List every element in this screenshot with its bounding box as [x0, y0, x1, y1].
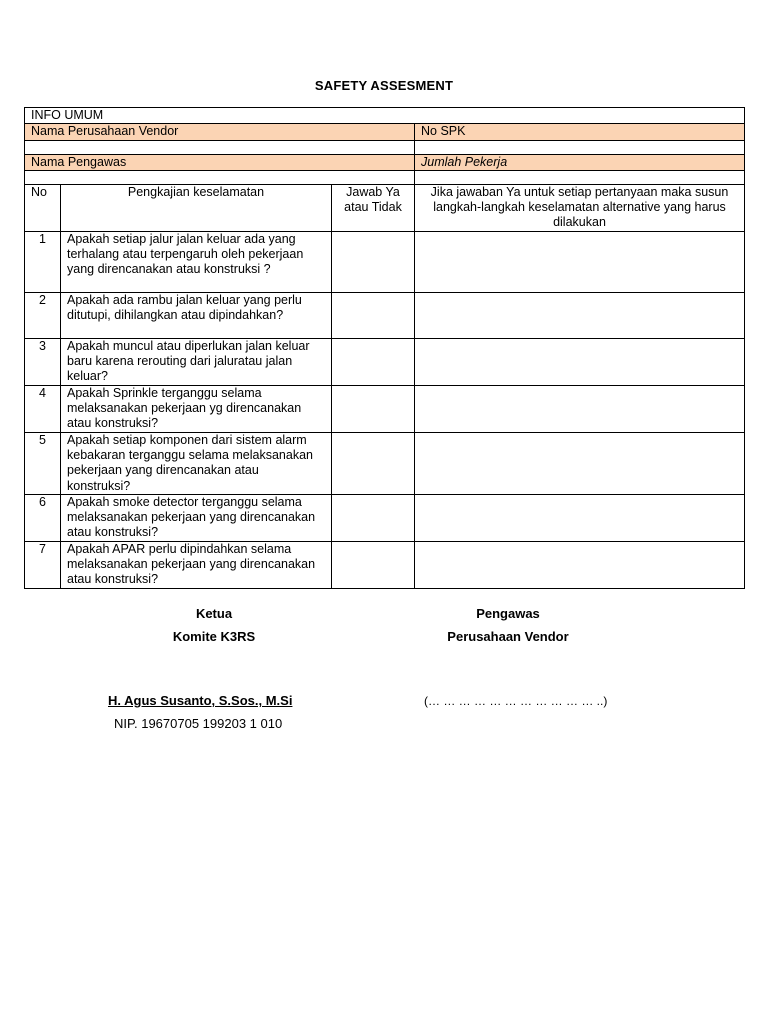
left-signatory-role: Ketua — [195, 606, 233, 621]
alternative-cell[interactable] — [415, 385, 745, 432]
right-signatory-role: Pengawas — [476, 606, 540, 621]
spk-label: No SPK — [415, 124, 745, 140]
row-question: Apakah muncul atau diperlukan jalan keluar baru karena rerouting dari jaluratau jalan keluar? — [61, 338, 332, 385]
safety-assessment-table — [24, 107, 745, 589]
answer-cell[interactable] — [332, 432, 415, 494]
workers-value-cell[interactable] — [415, 170, 745, 184]
answer-cell[interactable] — [332, 385, 415, 432]
supervisor-row — [25, 154, 745, 170]
supervisor-value-cell[interactable] — [25, 170, 415, 184]
table-row — [25, 541, 745, 588]
row-question: Apakah Sprinkle terganggu selama melaksanakan pekerjaan yg direncanakan atau konstruksi? — [61, 385, 332, 432]
alternative-cell[interactable] — [415, 338, 745, 385]
supervisor-value-row — [25, 170, 745, 184]
row-question: Apakah smoke detector terganggu selama melaksanakan pekerjaan yang direncanakan atau konstruksi? — [61, 494, 332, 541]
alternative-cell[interactable] — [415, 541, 745, 588]
table-row — [25, 385, 745, 432]
alternative-cell[interactable] — [415, 494, 745, 541]
table-row — [25, 432, 745, 494]
table-row — [25, 231, 745, 292]
vendor-row — [25, 124, 745, 140]
left-signatory-org: Komite K3RS — [172, 629, 256, 644]
row-question: Apakah ada rambu jalan keluar yang perlu ditutupi, dihilangkan atau dipindahkan? — [61, 292, 332, 338]
answer-cell[interactable] — [332, 541, 415, 588]
answer-cell[interactable] — [332, 494, 415, 541]
vendor-value-cell[interactable] — [25, 140, 415, 154]
right-signature-blank: (… … … … … … … … … … … ..) — [424, 694, 608, 708]
document-title: SAFETY ASSESMENT — [314, 78, 454, 93]
table-row — [25, 494, 745, 541]
alternative-cell[interactable] — [415, 432, 745, 494]
header-assessment: Pengkajian keselamatan — [61, 184, 332, 231]
row-number: 3 — [25, 338, 61, 385]
alternative-cell[interactable] — [415, 231, 745, 292]
right-signatory-org: Perusahaan Vendor — [447, 629, 569, 644]
row-question: Apakah setiap komponen dari sistem alarm kebakaran terganggu selama melaksanakan pekerjaan yang direncanakan atau konstruksi? — [61, 432, 332, 494]
vendor-label: Nama Perusahaan Vendor — [25, 124, 415, 140]
row-number: 5 — [25, 432, 61, 494]
alternative-cell[interactable] — [415, 292, 745, 338]
header-answer: Jawab Ya atau Tidak — [332, 184, 415, 231]
table-row — [25, 292, 745, 338]
answer-cell[interactable] — [332, 292, 415, 338]
left-signatory-name: H. Agus Susanto, S.Sos., M.Si — [108, 693, 293, 708]
row-number: 2 — [25, 292, 61, 338]
table-row — [25, 338, 745, 385]
workers-label: Jumlah Pekerja — [415, 154, 745, 170]
row-number: 7 — [25, 541, 61, 588]
spk-value-cell[interactable] — [415, 140, 745, 154]
vendor-value-row — [25, 140, 745, 154]
header-alternative: Jika jawaban Ya untuk setiap pertanyaan maka susun langkah-langkah keselamatan alternative yang harus dilakukan — [415, 184, 745, 231]
answer-cell[interactable] — [332, 231, 415, 292]
info-header: INFO UMUM — [25, 108, 745, 124]
info-header-row — [25, 108, 745, 124]
row-number: 4 — [25, 385, 61, 432]
left-signatory-nip: NIP. 19670705 199203 1 010 — [114, 716, 283, 731]
row-question: Apakah APAR perlu dipindahkan selama melaksanakan pekerjaan yang direncanakan atau konstruksi? — [61, 541, 332, 588]
answer-cell[interactable] — [332, 338, 415, 385]
row-number: 6 — [25, 494, 61, 541]
supervisor-label: Nama Pengawas — [25, 154, 415, 170]
row-question: Apakah setiap jalur jalan keluar ada yang terhalang atau terpengaruh oleh pekerjaan yang direncanakan atau konstruksi ? — [61, 231, 332, 292]
row-number: 1 — [25, 231, 61, 292]
column-header-row — [25, 184, 745, 231]
header-no: No — [25, 184, 61, 231]
